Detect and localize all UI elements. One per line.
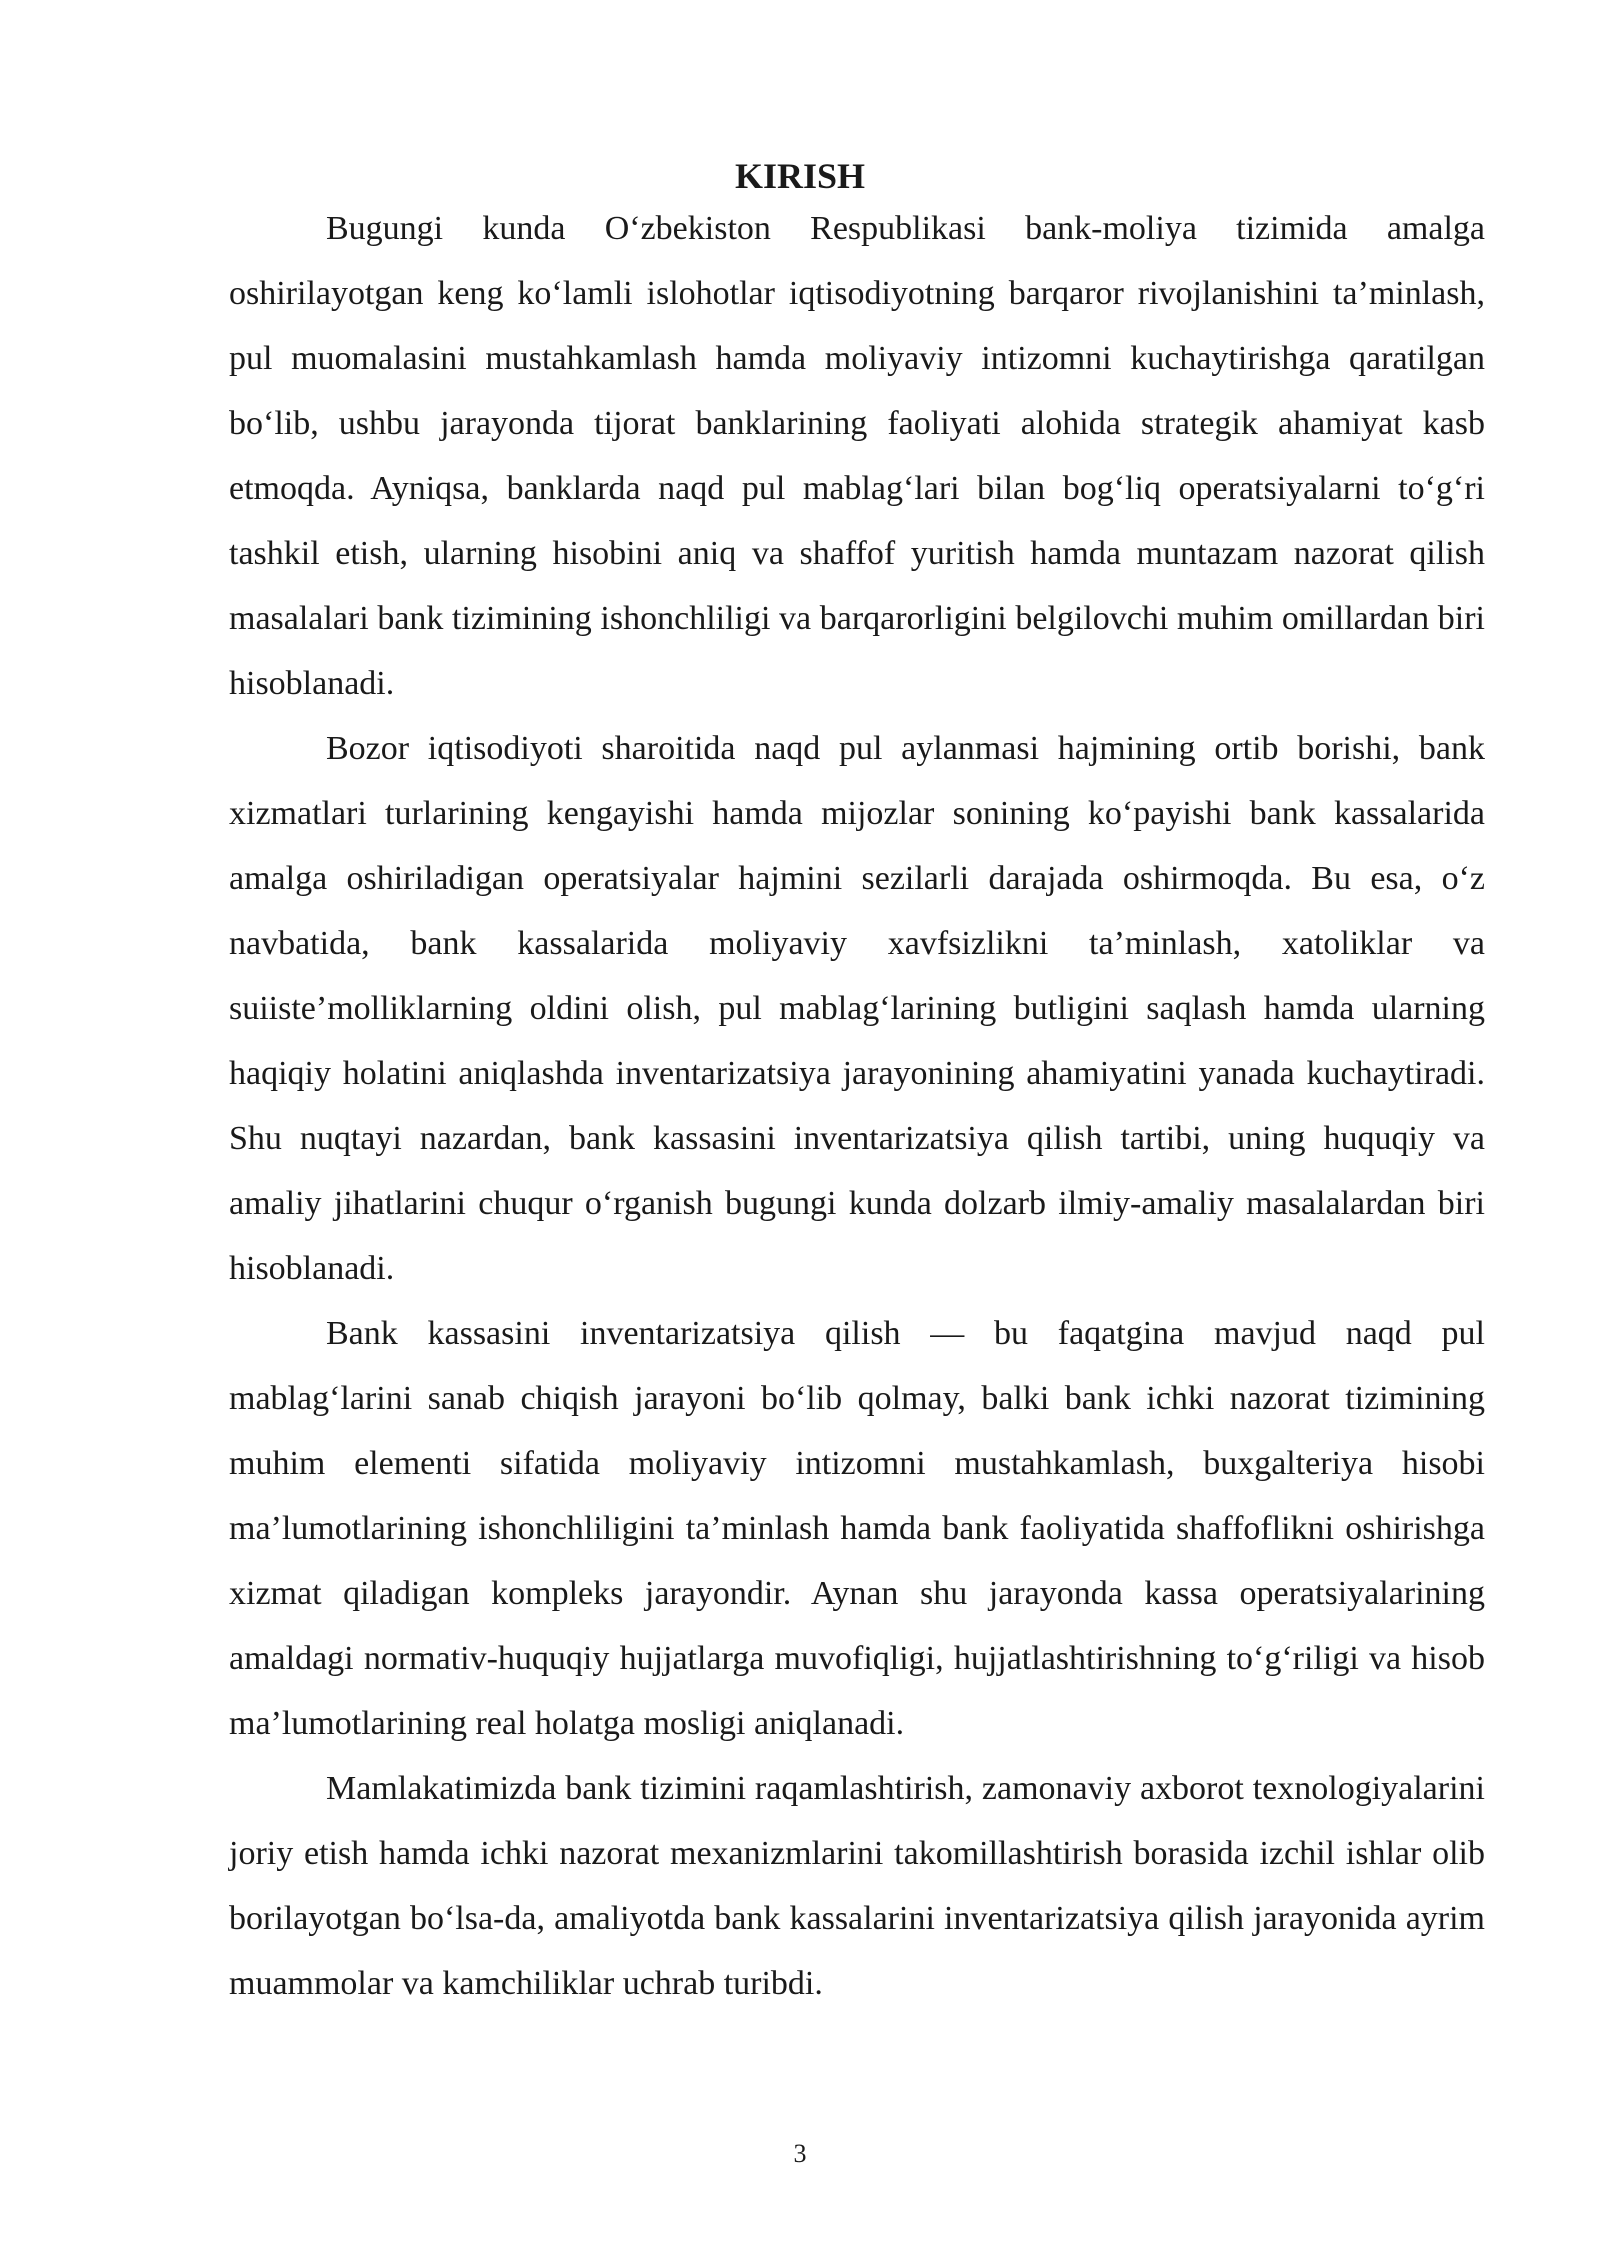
page-number: 3 (793, 2139, 807, 2168)
paragraph: Bugungi kunda O‘zbekiston Respublikasi bank-moliya tizimida amalga oshirilayotgan keng ko‘lamli islohotlar iqtisodiyotning barqaror rivojlanishini ta’minlash, pul muomalasini mustahkamlash hamda moliyaviy intizomni kuchaytirishga qaratilgan bo‘lib, ushbu jarayonda tijorat banklarining faoliyati alohida strategik ahamiyat kasb etmoqda. Ayniqsa, banklarda naqd pul mablag‘lari bilan bog‘liq operatsiyalarni to‘g‘ri tashkil etish, ularning hisobini aniq va shaffof yuritish hamda muntazam nazorat qilish masalalari bank tizimining ishonchliligi va barqarorligini belgilovchi muhim omillardan biri hisoblanadi. (229, 210, 1485, 702)
body-text (229, 196, 1485, 2016)
paragraph: Mamlakatimizda bank tizimini raqamlashtirish, zamonaviy axborot texnologiyalarini joriy etish hamda ichki nazorat mexanizmlarini takomillashtirish borasida izchil ishlar olib borilayotgan bo‘lsa-da, amaliyotda bank kassalarini inventarizatsiya qilish jarayonida ayrim muammolar va kamchiliklar uchrab turibdi. (229, 1770, 1485, 2002)
section-heading: KIRISH (734, 156, 866, 196)
paragraph: Bank kassasini inventarizatsiya qilish — bu faqatgina mavjud naqd pul mablag‘larini sanab chiqish jarayoni bo‘lib qolmay, balki bank ichki nazorat tizimining muhim elementi sifatida moliyaviy intizomni mustahkamlash, buxgalteriya hisobi ma’lumotlarining ishonchliligini ta’minlash hamda bank faoliyatida shaffoflikni oshirishga xizmat qiladigan kompleks jarayondir. Aynan shu jarayonda kassa operatsiyalarining amaldagi normativ-huquqiy hujjatlarga muvofiqligi, hujjatlashtirishning to‘g‘riligi va hisob ma’lumotlarining real holatga mosligi aniqlanadi. (229, 1315, 1485, 1742)
paragraph: Bozor iqtisodiyoti sharoitida naqd pul aylanmasi hajmining ortib borishi, bank xizmatlari turlarining kengayishi hamda mijozlar sonining ko‘payishi bank kassalarida amalga oshiriladigan operatsiyalar hajmini sezilarli darajada oshirmoqda. Bu esa, o‘z navbatida, bank kassalarida moliyaviy xavfsizlikni ta’minlash, xatoliklar va suiiste’molliklarning oldini olish, pul mablag‘larining butligini saqlash hamda ularning haqiqiy holatini aniqlashda inventarizatsiya jarayonining ahamiyatini yanada kuchaytiradi. Shu nuqtayi nazardan, bank kassasini inventarizatsiya qilish tartibi, uning huquqiy va amaliy jihatlarini chuqur o‘rganish bugungi kunda dolzarb ilmiy-amaliy masalalardan biri hisoblanadi. (229, 730, 1485, 1287)
